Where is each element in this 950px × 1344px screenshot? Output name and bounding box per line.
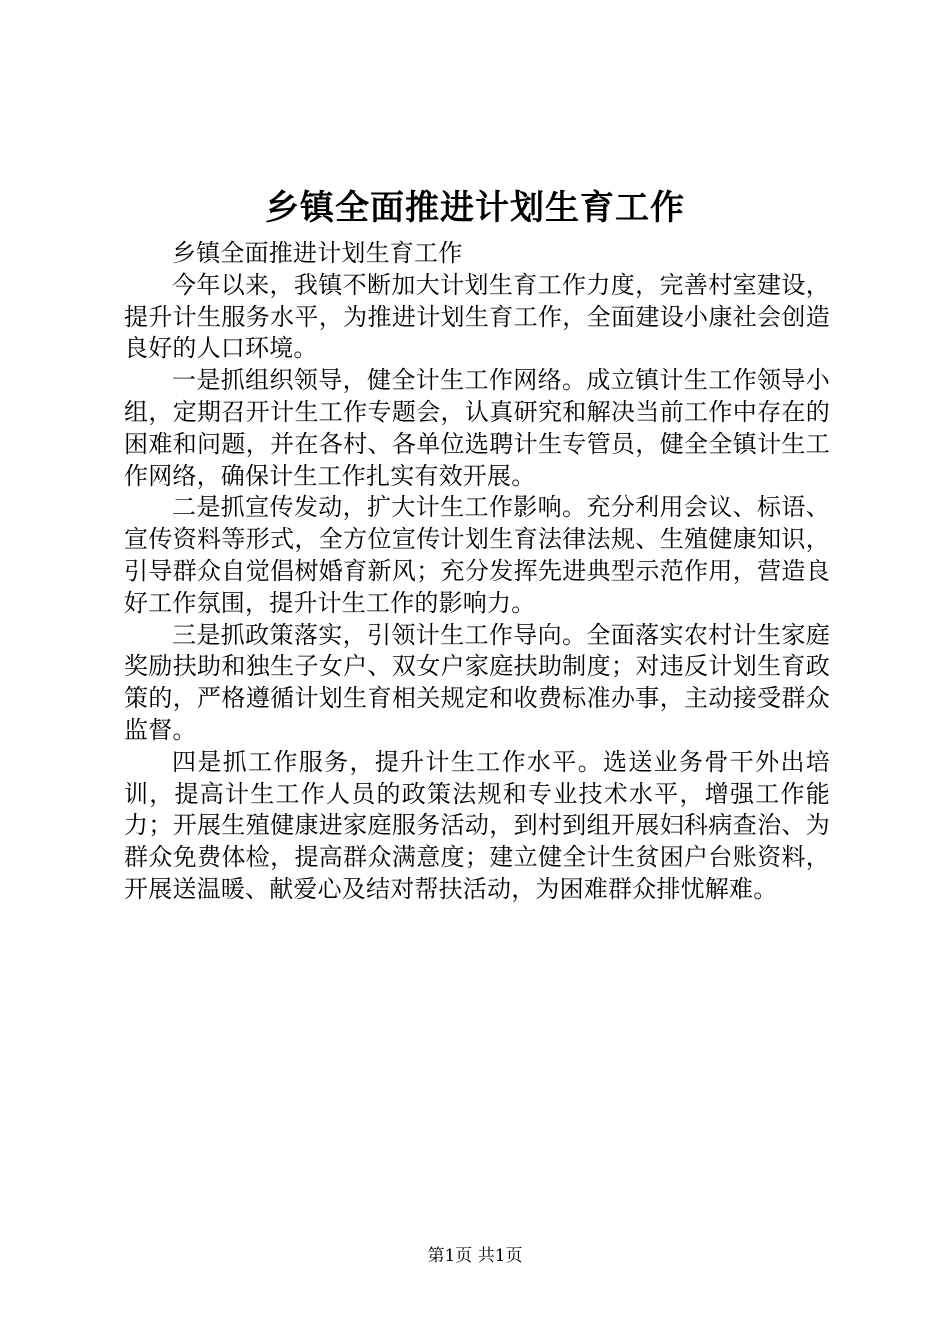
document-title: 乡镇全面推进计划生育工作 — [265, 188, 685, 228]
paragraph-publicity: 二是抓宣传发动，扩大计生工作影响。充分利用会议、标语、宣传资料等形式，全方位宣传计划生育法律法规、生殖健康知识，引导群众自觉倡树婚育新风；充分发挥先进典型示范作用，营造良好工作氛围，提升计生工作的影响力。 — [124, 493, 830, 617]
paragraph-organization: 一是抓组织领导，健全计生工作网络。成立镇计生工作领导小组，定期召开计生工作专题会，认真研究和解决当前工作中存在的困难和问题，并在各村、各单位选聘计生专管员，健全全镇计生工作网络，确保计生工作扎实有效开展。 — [124, 366, 830, 490]
paragraph-subtitle: 乡镇全面推进计划生育工作 — [172, 239, 463, 267]
page-number-footer: 第1页 共1页 — [427, 1246, 523, 1266]
paragraph-policy: 三是抓政策落实，引领计生工作导向。全面落实农村计生家庭奖励扶助和独生子女户、双女户家庭扶助制度；对违反计划生育政策的，严格遵循计划生育相关规定和收费标准办事，主动接受群众监督。 — [124, 620, 830, 744]
document-body — [124, 238, 830, 906]
paragraph-service: 四是抓工作服务，提升计生工作水平。选送业务骨干外出培训，提高计生工作人员的政策法规和专业技术水平，增强工作能力；开展生殖健康进家庭服务活动，到村到组开展妇科病查治、为群众免费体检，提高群众满意度；建立健全计生贫困户台账资料，开展送温暖、献爱心及结对帮扶活动，为困难群众排忧解难。 — [124, 747, 830, 903]
paragraph-intro: 今年以来，我镇不断加大计划生育工作力度，完善村室建设，提升计生服务水平，为推进计划生育工作，全面建设小康社会创造良好的人口环境。 — [124, 270, 830, 363]
